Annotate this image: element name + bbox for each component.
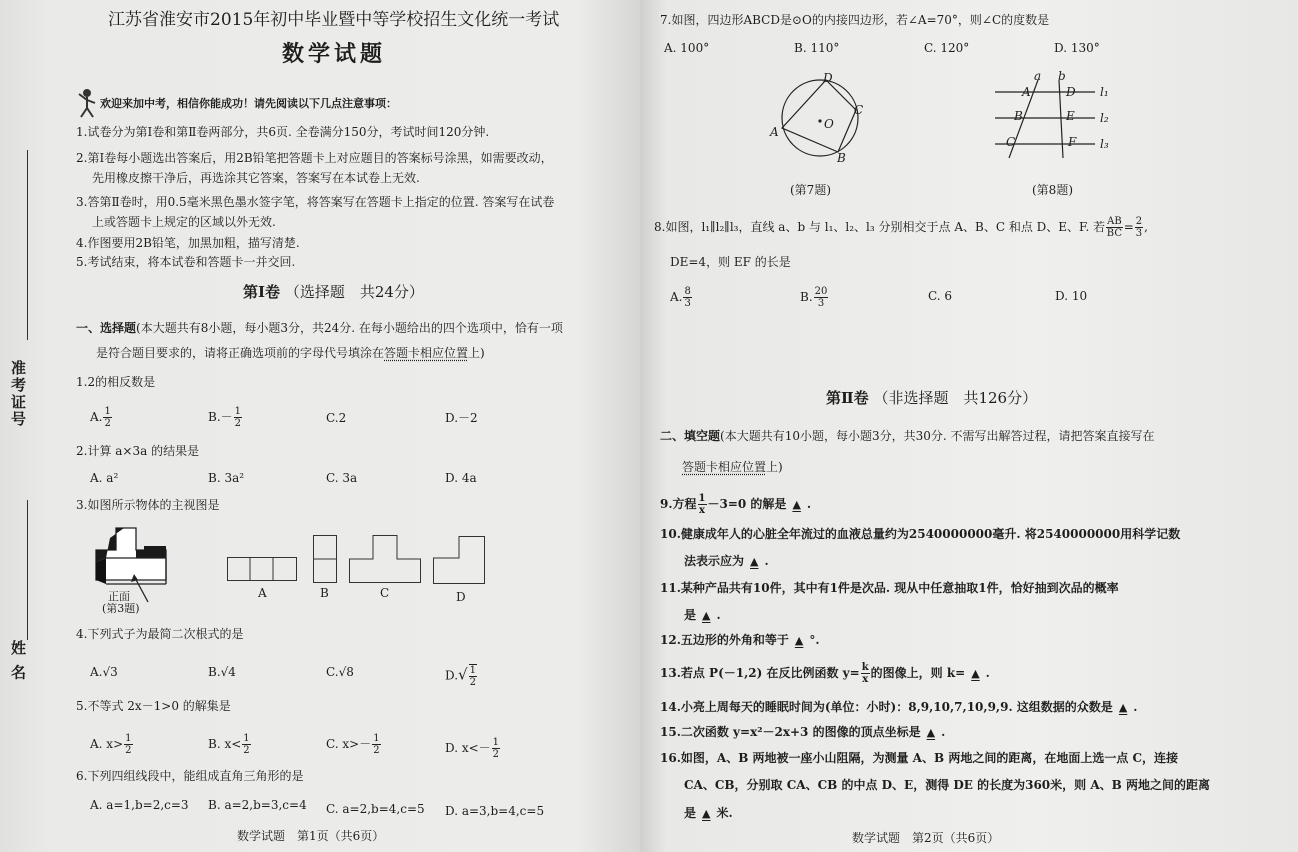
q10-line1: 10.健康成年人的心脏全年流过的血液总量约为2540000000毫升. 将2540000000用科学记数 bbox=[660, 527, 1181, 541]
q2-option-d: D. 4a bbox=[445, 471, 477, 485]
greeting-text: 欢迎来加中考，相信你能成功！请先阅读以下几点注意事项： bbox=[100, 97, 397, 110]
q1-option-d: D.－2 bbox=[445, 411, 478, 425]
q8-option-a: A. $\frac{8}{3}$ bbox=[670, 286, 691, 309]
q1-option-b: B.－ $\frac{1}{2}$ bbox=[208, 406, 242, 429]
q6-option-c: C. a=2,b=4,c=5 bbox=[326, 802, 425, 816]
q8-line-l2: l₂ bbox=[1100, 111, 1109, 125]
q7-point-a: A bbox=[770, 125, 779, 139]
note-3: 3.答第Ⅱ卷时，用0.5毫米黑色墨水签字笔，将答案写在答题卡上指定的位置. 答案写在试卷 bbox=[76, 195, 555, 209]
q7-option-a: A. 100° bbox=[664, 41, 710, 55]
part-2-intro-2 bbox=[682, 459, 783, 475]
q13-blank: ▲ bbox=[971, 667, 980, 680]
q12: 12.五边形的外角和等于 ▲ °. bbox=[660, 633, 820, 647]
q1-stem: 1.2的相反数是 bbox=[76, 375, 156, 389]
q7-option-b: B. 110° bbox=[794, 41, 840, 55]
q4-option-c: C.√8 bbox=[326, 665, 354, 679]
q3-option-a: A bbox=[258, 586, 267, 600]
note-4: 4.作图要用2B铅笔，加黑加粗，描写清楚. bbox=[76, 236, 300, 250]
id-number-line bbox=[27, 150, 28, 340]
q8-caption: (第8题) bbox=[1032, 183, 1073, 197]
q4-option-d: D.√ $\frac{1}{2}$ bbox=[445, 665, 476, 688]
q4-stem: 4.下列式子为最简二次根式的是 bbox=[76, 627, 244, 641]
q15-blank: ▲ bbox=[926, 726, 936, 739]
q16-line3: 是 ▲ 米. bbox=[684, 806, 733, 820]
part-1-desc-2b: 答题卡相应位置 bbox=[384, 346, 469, 360]
q9: 9.方程 $\frac{1}{x}$ －3=0 的解是 ▲ . bbox=[660, 493, 812, 516]
q3-option-d: D bbox=[456, 590, 466, 604]
q3-solid-figure bbox=[90, 528, 170, 588]
q16-line2: CA、CB，分别取 CA、CB 的中点 D、E，测得 DE 的长度为360米，则 A、B 两地之间的距离 bbox=[684, 778, 1210, 792]
q8-stem-line2: DE=4，则 EF 的长是 bbox=[670, 255, 791, 269]
q8-option-d: D. 10 bbox=[1055, 289, 1088, 303]
q3-option-c-figure bbox=[349, 535, 421, 583]
q16-blank: ▲ bbox=[702, 807, 711, 820]
q15: 15.二次函数 y=x²－2x+3 的图像的顶点坐标是 ▲ . bbox=[660, 725, 946, 739]
q8-option-b: B. $\frac{20}{3}$ bbox=[800, 286, 828, 309]
q8-option-c: C. 6 bbox=[928, 289, 953, 303]
q7-option-d: D. 130° bbox=[1054, 41, 1100, 55]
q3-caption: (第3题) bbox=[102, 602, 140, 615]
q8-point-a: A bbox=[1022, 85, 1031, 99]
q1-option-a: A. $\frac{1}{2}$ bbox=[90, 406, 111, 429]
part-1-desc-2a: 是符合题目要求的，请将正确选项前的字母代号填涂在 bbox=[96, 346, 385, 360]
student-mascot-icon bbox=[76, 88, 98, 118]
q8-line-l1: l₁ bbox=[1100, 85, 1109, 99]
page-1-footer: 数学试题 第1页（共6页） bbox=[237, 829, 385, 843]
exam-subject: 数学试题 bbox=[282, 41, 387, 67]
q8-stem: 8.如图，l₁∥l₂∥l₃，直线 a、b 与 l₁、l₂、l₃ 分别相交于点 A、B、C 和点 D、E、F. 若 $\frac{AB}{BC}$ = $\frac{2}{3}$ , bbox=[654, 216, 1148, 239]
q8-point-b: B bbox=[1014, 109, 1023, 123]
q11-line1: 11.某种产品共有10件，其中有1件是次品. 现从中任意抽取1件，恰好抽到次品的概率 bbox=[660, 581, 1119, 595]
q10-line2: 法表示应为 ▲ . bbox=[684, 554, 769, 568]
q1-option-c: C.2 bbox=[326, 411, 347, 425]
q8-line-b: b bbox=[1058, 69, 1066, 83]
q7-point-o: O bbox=[824, 117, 834, 131]
q11-line2: 是 ▲ . bbox=[684, 608, 721, 622]
q3-option-b: B bbox=[320, 586, 329, 600]
q3-front-label: 正面 bbox=[108, 590, 130, 603]
note-1: 1.试卷分为第Ⅰ卷和第Ⅱ卷两部分，共6页. 全卷满分150分，考试时间120分钟. bbox=[76, 125, 490, 139]
section-1-heading bbox=[243, 284, 424, 300]
q5-option-a: A. x> $\frac{1}{2}$ bbox=[90, 733, 132, 756]
name-label: 姓 名 bbox=[9, 640, 27, 682]
q2-option-b: B. 3a² bbox=[208, 471, 245, 485]
q5-option-b: B. x< $\frac{1}{2}$ bbox=[208, 733, 250, 756]
part-2-intro bbox=[660, 428, 1155, 444]
part-1-desc-2c: 上) bbox=[468, 346, 485, 360]
q9-blank: ▲ bbox=[792, 498, 801, 511]
part-1-intro bbox=[76, 320, 563, 336]
q7-option-c: C. 120° bbox=[924, 41, 970, 55]
part-2-desc-1: (本大题共有10小题，每小题3分，共30分. 不需写出解答过程，请把答案直接写在 bbox=[720, 429, 1155, 443]
q7-stem: 7.如图，四边形ABCD是⊙O的内接四边形，若∠A=70°，则∠C的度数是 bbox=[660, 13, 1050, 27]
q2-option-c: C. 3a bbox=[326, 471, 358, 485]
section-2-name: 第Ⅱ卷 bbox=[826, 389, 869, 407]
q3-option-a-figure bbox=[227, 557, 297, 581]
q11-blank: ▲ bbox=[702, 609, 711, 622]
part-2-head: 二、填空题 bbox=[660, 429, 721, 443]
q6-option-b: B. a=2,b=3,c=4 bbox=[208, 798, 307, 812]
note-2: 2.第Ⅰ卷每小题选出答案后，用2B铅笔把答题卡上对应题目的答案标号涂黑，如需要改动， bbox=[76, 151, 553, 165]
q8-point-d: D bbox=[1066, 85, 1076, 99]
q7-caption: (第7题) bbox=[790, 183, 831, 197]
q8-point-e: E bbox=[1066, 109, 1075, 123]
q2-option-a: A. a² bbox=[90, 471, 119, 485]
q5-stem: 5.不等式 2x－1>0 的解集是 bbox=[76, 699, 231, 713]
part-1-intro-2 bbox=[96, 345, 485, 361]
exam-id-label: 准考证号 bbox=[9, 360, 27, 428]
section-2-heading bbox=[826, 390, 1037, 406]
q4-option-a: A.√3 bbox=[90, 665, 118, 679]
q3-option-d-figure bbox=[433, 536, 485, 584]
note-2-cont: 先用橡皮擦干净后，再选涂其它答案，答案写在本试卷上无效. bbox=[92, 171, 420, 185]
section-2-desc: （非选择题 共126分） bbox=[873, 389, 1038, 407]
exam-page-1 bbox=[0, 0, 640, 852]
q6-option-a: A. a=1,b=2,c=3 bbox=[90, 798, 189, 812]
part-2-desc-2b: 上) bbox=[766, 460, 783, 474]
q8-line-l3: l₃ bbox=[1100, 137, 1109, 151]
exam-page-2 bbox=[640, 0, 1298, 852]
q6-stem: 6.下列四组线段中，能组成直角三角形的是 bbox=[76, 769, 304, 783]
q14-blank: ▲ bbox=[1118, 701, 1128, 714]
part-1-head: 一、选择题 bbox=[76, 321, 137, 335]
part-1-desc-1: (本大题共有8小题，每小题3分，共24分. 在每小题给出的四个选项中，恰有一项 bbox=[136, 321, 563, 335]
note-5: 5.考试结束，将本试卷和答题卡一并交回. bbox=[76, 255, 296, 269]
q5-option-c: C. x>－ $\frac{1}{2}$ bbox=[326, 733, 380, 756]
q16-line1: 16.如图，A、B 两地被一座小山阻隔，为测量 A、B 两地之间的距离，在地面上选一点 C，连接 bbox=[660, 751, 1179, 765]
q3-option-c: C bbox=[380, 586, 390, 600]
q13: 13.若点 P(－1,2) 在反比例函数 y= $\frac{k}{x}$ 的图像上，则 k= ▲ . bbox=[660, 662, 990, 685]
note-3-cont: 上或答题卡上规定的区域以外无效. bbox=[92, 215, 276, 229]
q7-point-c: C bbox=[854, 103, 864, 117]
q3-option-b-figure bbox=[313, 535, 337, 583]
q8-point-f: F bbox=[1068, 135, 1077, 149]
name-line bbox=[27, 500, 28, 640]
q7-point-d: D bbox=[823, 71, 833, 85]
q3-stem: 3.如图所示物体的主视图是 bbox=[76, 498, 220, 512]
q7-point-b: B bbox=[837, 151, 846, 165]
q14: 14.小亮上周每天的睡眠时间为(单位：小时)：8,9,10,7,10,9,9. 这组数据的众数是 ▲ . bbox=[660, 700, 1138, 714]
exam-title: 江苏省淮安市2015年初中毕业暨中等学校招生文化统一考试 bbox=[108, 10, 560, 30]
section-1-desc: （选择题 共24分） bbox=[284, 283, 424, 301]
page-2-footer: 数学试题 第2页（共6页） bbox=[852, 831, 1000, 845]
q2-stem: 2.计算 a×3a 的结果是 bbox=[76, 444, 200, 458]
q6-option-d: D. a=3,b=4,c=5 bbox=[445, 804, 545, 818]
q10-blank: ▲ bbox=[750, 555, 759, 568]
q8-point-c: C bbox=[1006, 135, 1016, 149]
section-1-name: 第Ⅰ卷 bbox=[243, 283, 281, 301]
q12-blank: ▲ bbox=[794, 634, 804, 647]
q8-line-a: a bbox=[1034, 69, 1042, 83]
part-2-desc-2a: 答题卡相应位置 bbox=[682, 460, 767, 474]
q5-option-d: D. x<－ $\frac{1}{2}$ bbox=[445, 737, 500, 760]
q4-option-b: B.√4 bbox=[208, 665, 236, 679]
